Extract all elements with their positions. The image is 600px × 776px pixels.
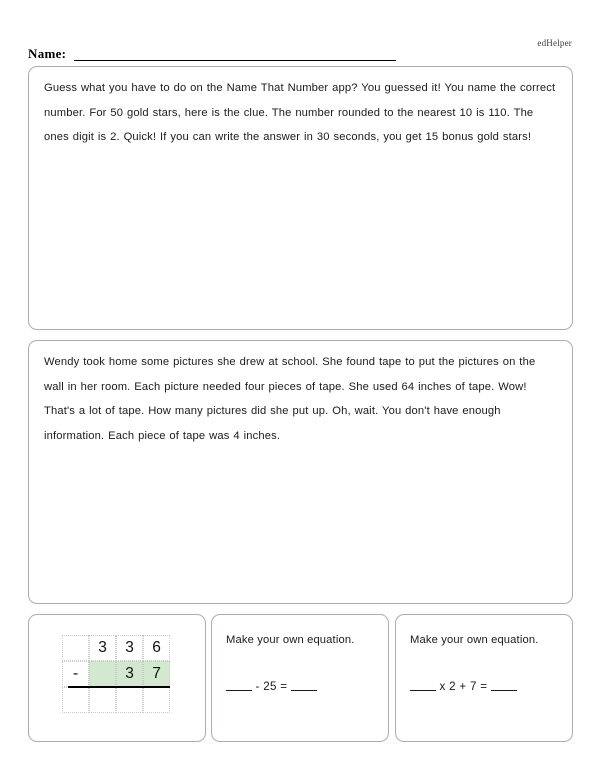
subtrahend-digit-tens: 3 [125, 665, 134, 682]
name-label: Name: [28, 46, 67, 61]
name-input-line[interactable] [74, 60, 396, 61]
equation-blank-second[interactable] [491, 679, 517, 691]
problem-text-1: Guess what you have to do on the Name That Number app? You guessed it! You name the correct number. For 50 gold stars, here is the clue. The number rounded to the nearest 10 is 110. The ones digit is 2. Quick! If you can write the answer in 30 seconds, you get 15 bonus gold stars! [44, 82, 556, 144]
answer-cell[interactable] [143, 687, 170, 713]
equation-operator-text-1: - 25 = [255, 680, 288, 693]
answer-cell[interactable] [89, 687, 116, 713]
equation-blank-first[interactable] [226, 679, 252, 691]
minuend-digit-ones: 6 [152, 639, 161, 656]
problem-box-1 [28, 66, 573, 330]
minuend-digit-tens: 3 [125, 639, 134, 656]
subtraction-problem-box [28, 614, 206, 742]
grid-cell-highlighted [89, 661, 116, 687]
problem-box-2 [28, 340, 573, 604]
answer-cell[interactable] [116, 687, 143, 713]
answer-cell[interactable] [62, 687, 89, 713]
make-equation-box-1 [211, 614, 389, 742]
minus-operator: - [72, 665, 79, 682]
equation-blank-second[interactable] [291, 679, 317, 691]
equation-line-1[interactable] [226, 679, 317, 693]
name-field-row [28, 46, 373, 64]
equation-line-2[interactable] [410, 679, 517, 693]
make-equation-box-2 [395, 614, 573, 742]
vertical-subtraction-grid [62, 635, 170, 719]
equation-prompt-2: Make your own equation. [410, 634, 539, 646]
equation-prompt-1: Make your own equation. [226, 634, 355, 646]
subtraction-rule-line [68, 686, 170, 688]
page-header [0, 0, 600, 62]
problem-text-2: Wendy took home some pictures she drew at school. She found tape to put the pictures on the wall in her room. Each picture needed four pieces of tape. She used 64 inches of tape. Wow! That's a lot of tape. How many pictures did she put up. Oh, wait. You don't have enough information. Each piece of tape was 4 inches. [44, 356, 536, 442]
equation-operator-text-2: x 2 + 7 = [439, 680, 488, 693]
grid-cell [62, 635, 89, 661]
minuend-digit-hundreds: 3 [98, 639, 107, 656]
subtrahend-digit-ones: 7 [152, 665, 161, 682]
equation-blank-first[interactable] [410, 679, 436, 691]
edhelper-logo: edHelper [537, 38, 572, 48]
